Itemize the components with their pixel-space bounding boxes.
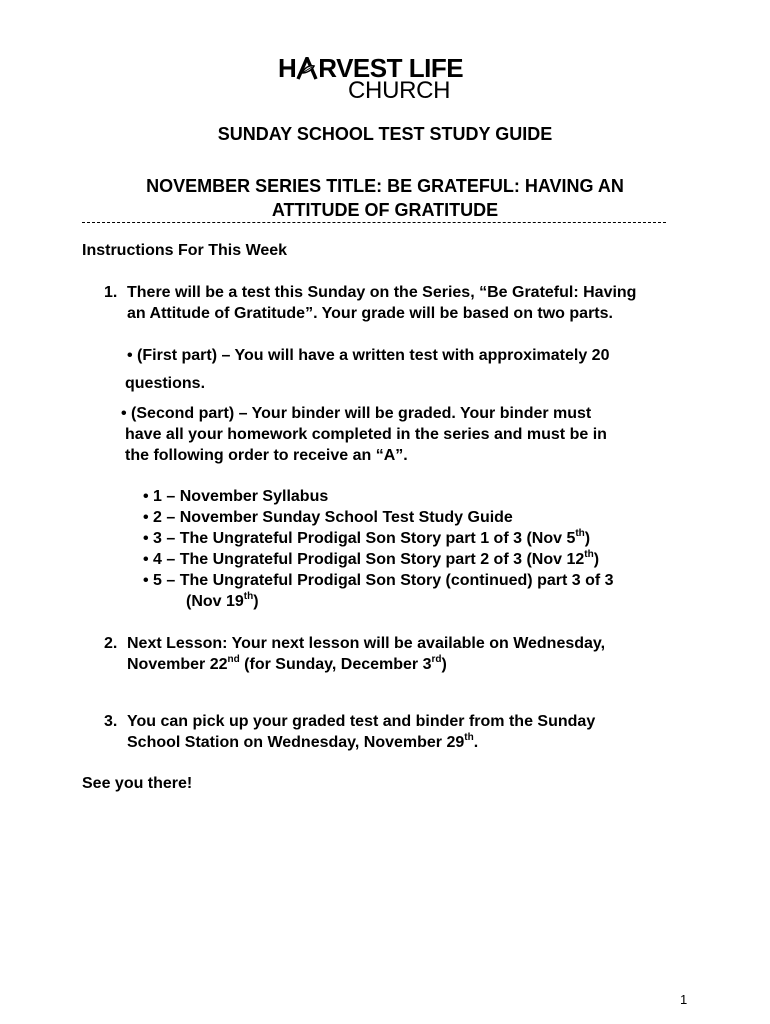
second-part-line-1: • (Second part) – Your binder will be graded. Your binder must — [121, 405, 592, 422]
item-1-line-1: There will be a test this Sunday on the Series, “Be Grateful: Having — [127, 284, 637, 301]
superscript: rd — [431, 654, 442, 665]
item-3-line-2 — [127, 732, 478, 753]
logo-letter-h: H — [278, 53, 297, 83]
period: . — [473, 734, 479, 751]
leaf-a-icon — [296, 57, 318, 79]
order-list-item — [143, 570, 614, 591]
second-part-line-2: have all your homework completed in the series and must be in — [125, 426, 607, 443]
item-1-number: 1. — [104, 284, 118, 301]
superscript: th — [575, 528, 585, 539]
church-logo — [278, 53, 464, 104]
order-item-text: • 3 – The Ungrateful Prodigal Son Story part 1 of 3 (Nov 5 — [143, 530, 576, 547]
order-item-text: (Nov 19 — [186, 593, 244, 610]
page-title: SUNDAY SCHOOL TEST STUDY GUIDE — [217, 124, 553, 144]
order-item-text: • 4 – The Ungrateful Prodigal Son Story part 2 of 3 (Nov 12 — [143, 551, 585, 568]
item-2-line-1: Next Lesson: Your next lesson will be available on Wednesday, — [127, 635, 606, 652]
superscript: nd — [227, 654, 240, 665]
order-item-text: • 1 – November Syllabus — [143, 488, 329, 505]
order-list-item — [143, 486, 328, 507]
dashed-divider — [82, 222, 666, 223]
date-text: November 22 — [127, 656, 228, 673]
instructions-heading: Instructions For This Week — [82, 242, 288, 259]
order-item-suffix: ) — [593, 551, 600, 568]
order-list-item — [143, 507, 513, 528]
order-list-item — [143, 549, 599, 570]
item-2-line-2 — [127, 654, 447, 675]
logo-line-2: CHURCH — [348, 77, 451, 104]
series-title-line-2: ATTITUDE OF GRATITUDE — [271, 200, 499, 220]
item-1-line-2: an Attitude of Gratitude”. Your grade will be based on two parts. — [127, 305, 613, 322]
order-list-item — [143, 528, 590, 549]
first-part-line-2: questions. — [125, 375, 206, 392]
item-3-number: 3. — [104, 713, 118, 730]
closing-paren: ) — [441, 656, 447, 673]
item-3-line-1: You can pick up your graded test and binder from the Sunday — [127, 713, 596, 730]
order-item-text: • 2 – November Sunday School Test Study Guide — [143, 509, 513, 526]
series-title-line-1: NOVEMBER SERIES TITLE: BE GRATEFUL: HAVING AN — [146, 176, 624, 196]
first-part-line-1: • (First part) – You will have a written test with approximately 20 — [127, 347, 610, 364]
date-text: School Station on Wednesday, November 29 — [127, 734, 465, 751]
order-list-item-continuation — [186, 591, 259, 612]
item-2-number: 2. — [104, 635, 118, 652]
order-item-suffix: ) — [584, 530, 591, 547]
page-number: 1 — [680, 992, 688, 1007]
superscript: th — [464, 732, 474, 743]
closing-text: See you there! — [82, 775, 193, 792]
second-part-line-3: the following order to receive an “A”. — [125, 447, 408, 464]
date-text: (for Sunday, December 3 — [239, 656, 432, 673]
superscript: th — [243, 591, 254, 602]
superscript: th — [584, 549, 594, 560]
order-item-suffix: ) — [253, 593, 259, 610]
series-title — [0, 174, 770, 222]
order-item-text: • 5 – The Ungrateful Prodigal Son Story (continued) part 3 of 3 — [143, 572, 614, 589]
logo-word-rvest-life: RVEST LIFE — [318, 53, 464, 83]
